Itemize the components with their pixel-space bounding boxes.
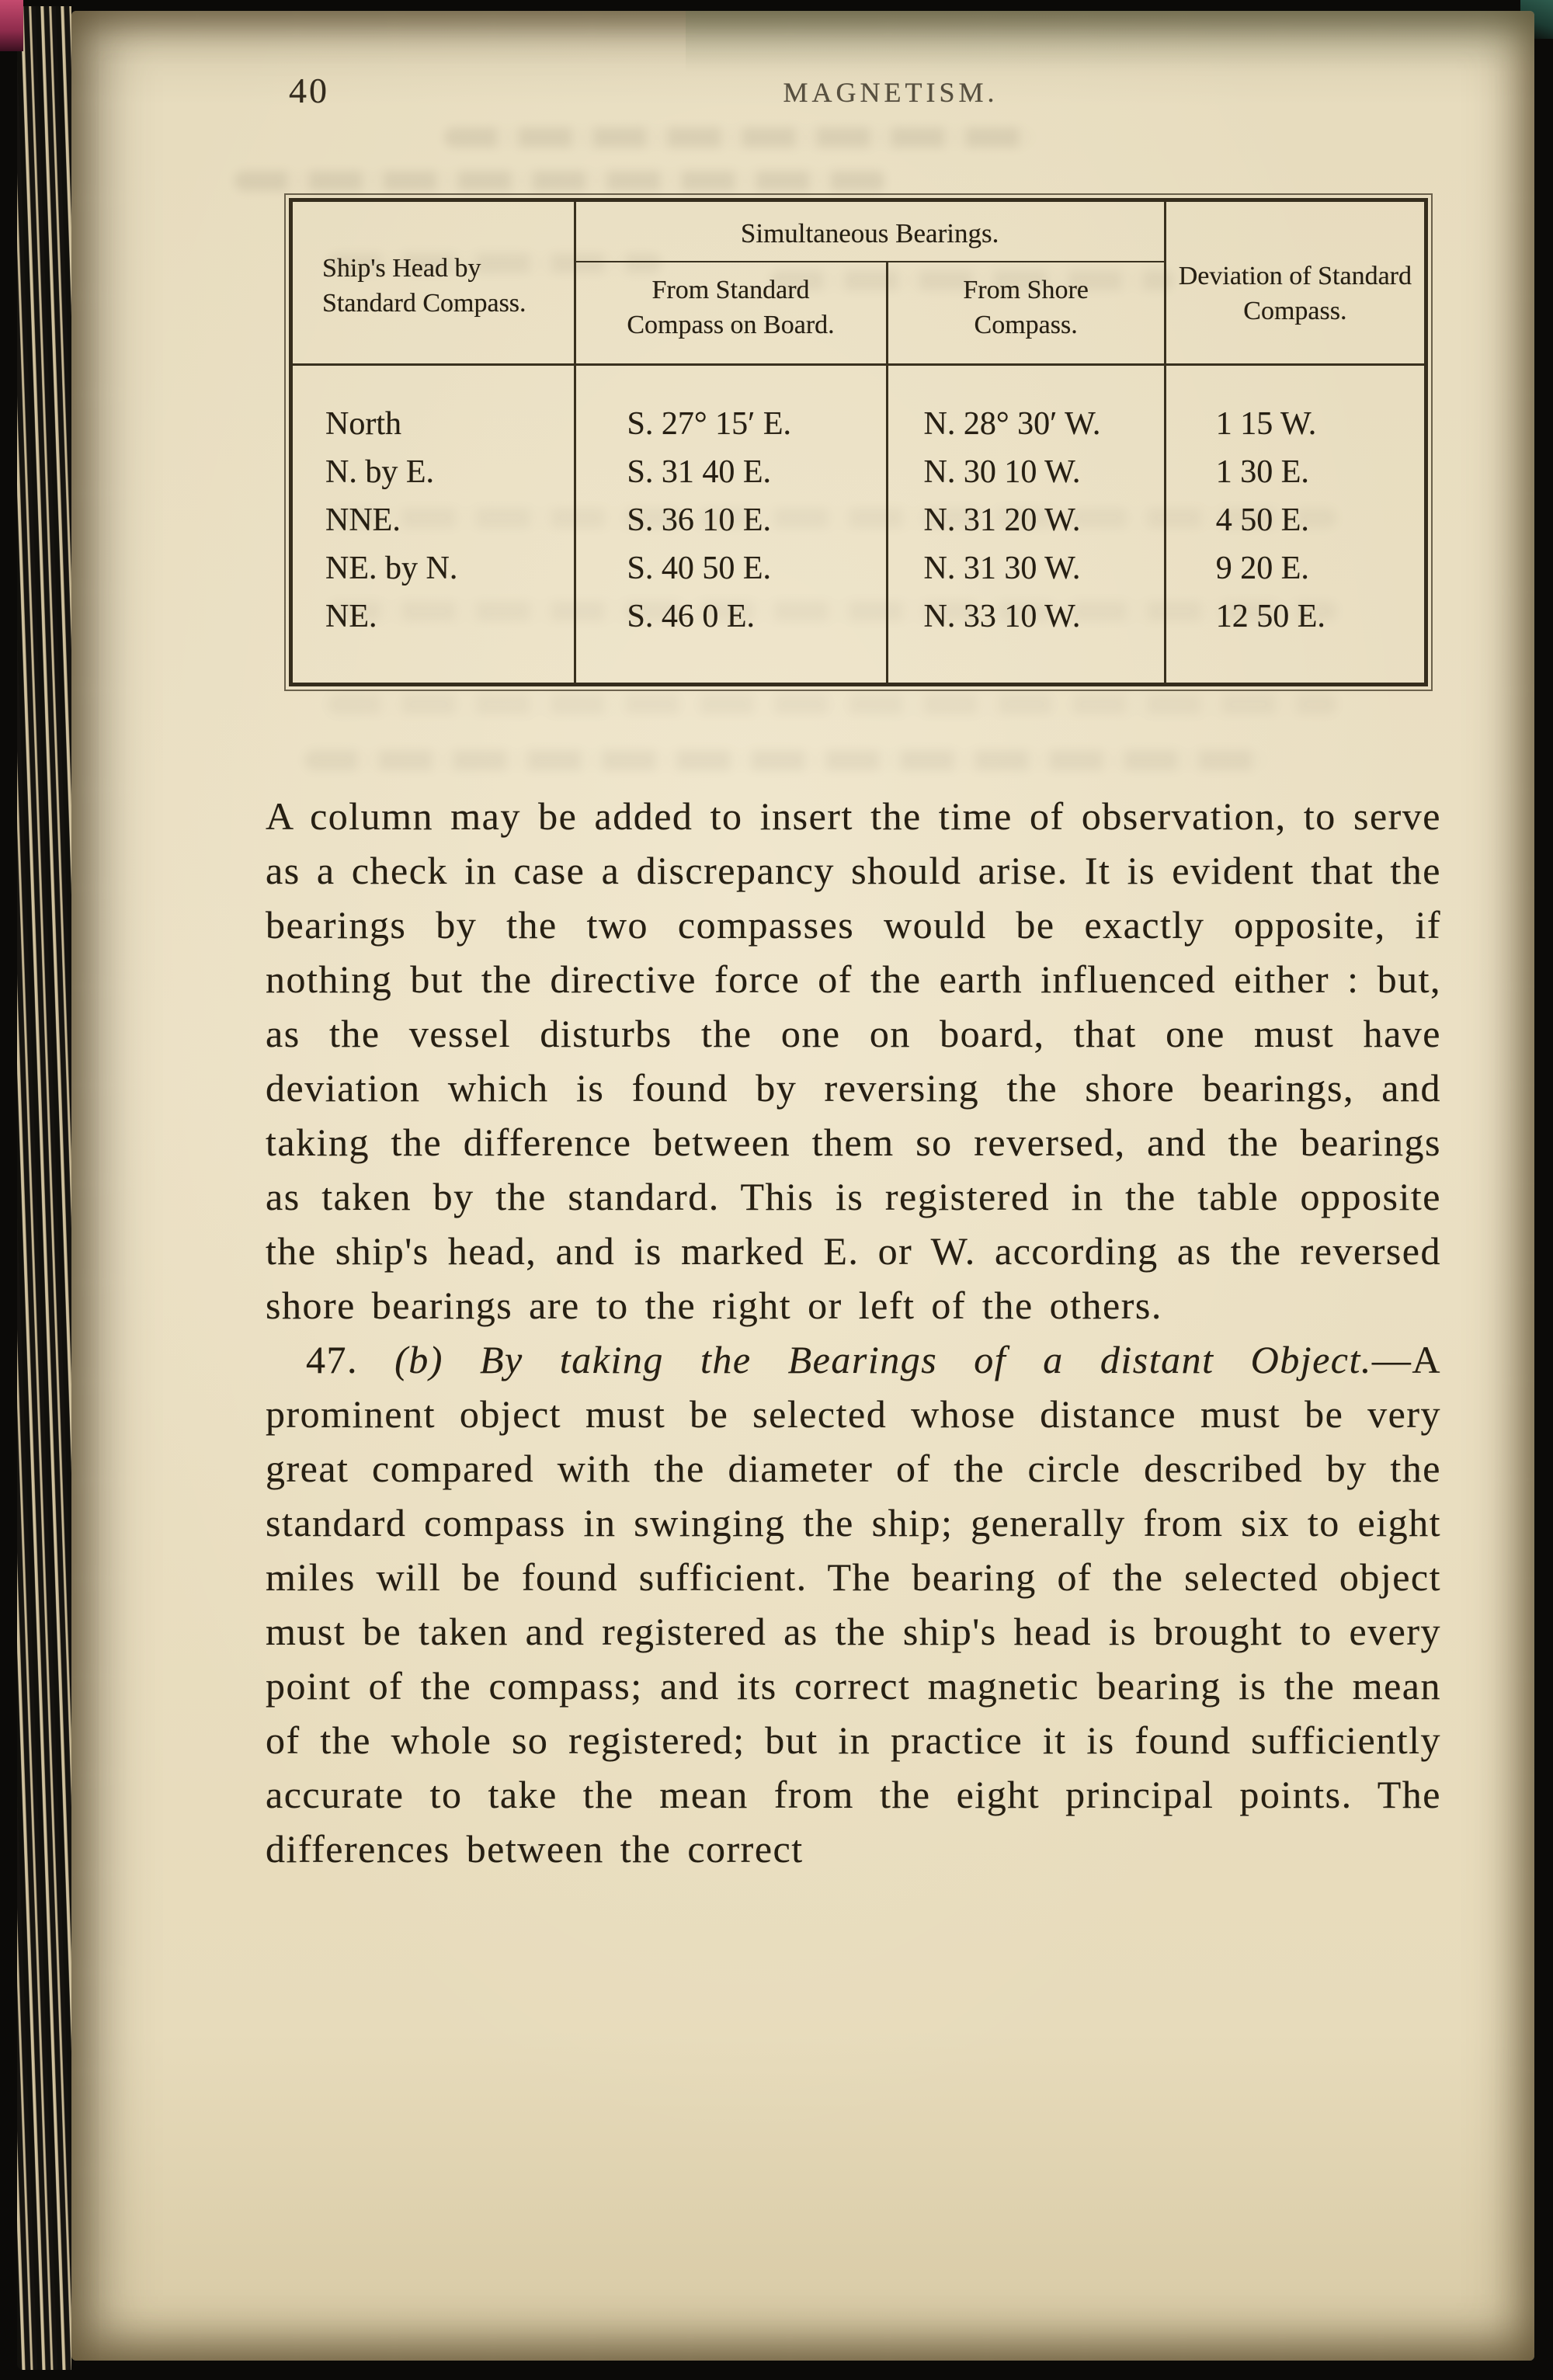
cell-ships-head: NE. bbox=[325, 598, 377, 634]
table-row bbox=[291, 592, 1426, 685]
cell-standard-bearing: S. 40 50 E. bbox=[575, 544, 887, 592]
showthrough-smudge bbox=[235, 171, 887, 191]
cell-ships-head: NNE. bbox=[325, 502, 401, 538]
showthrough-smudge bbox=[328, 694, 1337, 714]
showthrough-smudge bbox=[444, 127, 1034, 148]
cell-deviation: 1 15 W. bbox=[1165, 364, 1426, 448]
paragraph-46-continuation: A column may be added to insert the time of observation, to serve as a check in case a discrepancy should arise. It is evident that the bearings by the two compasses would be exactly opposite, if nothing but the directive force of the earth influenced either : but, as the vessel disturbs the one on board, that one must have deviation which is found by reversing the shore bearings, and taking the difference between them so reversed, and the bearings as taken by the standard. This is registered in the table opposite the ship's head, and is marked E. or W. according as the reversed shore bearings are to the right or left of the others. bbox=[266, 794, 1441, 1327]
cell-deviation: 9 20 E. bbox=[1165, 544, 1426, 592]
body-text bbox=[266, 789, 1441, 1876]
cell-deviation: 1 30 E. bbox=[1165, 448, 1426, 496]
book-cover-edge bbox=[0, 0, 23, 51]
cell-shore-bearing: N. 31 30 W. bbox=[887, 544, 1165, 592]
section-number: 47. bbox=[306, 1338, 395, 1381]
col-header-deviation: Deviation of Standard Compass. bbox=[1165, 200, 1426, 365]
table-row bbox=[291, 364, 1426, 448]
cell-standard-bearing: S. 27° 15′ E. bbox=[575, 364, 887, 448]
col-header-from-standard: From Standard Compass on Board. bbox=[575, 262, 887, 364]
table-row bbox=[291, 448, 1426, 496]
cell-ships-head: North bbox=[325, 405, 401, 442]
cell-shore-bearing: N. 31 20 W. bbox=[887, 496, 1165, 544]
col-header-ships-head: Ship's Head by Standard Compass. bbox=[291, 200, 575, 365]
scan-tint bbox=[686, 11, 1534, 73]
cell-ships-head: N. by E. bbox=[325, 453, 434, 490]
section-body: —A prominent object must be selected whose distance must be very great compared with the diameter of the circle described by the standard compass in swinging the ship; generally from six to eight miles will be found sufficient. The bearing of the selected object must be taken and registered as the ship's head is brought to every point of the compass; and its correct magnetic bearing is the mean of the whole so registered; but in practice it is found sufficiently accurate to take the mean from the eight principal points. The differences between the correct bbox=[266, 1338, 1442, 1871]
book-spine-page-edges bbox=[17, 6, 71, 2370]
cell-standard-bearing: S. 36 10 E. bbox=[575, 496, 887, 544]
table-header-row bbox=[291, 200, 1426, 262]
table-row bbox=[291, 544, 1426, 592]
cell-shore-bearing: N. 28° 30′ W. bbox=[887, 364, 1165, 448]
table-row bbox=[291, 496, 1426, 544]
bearings-table bbox=[289, 198, 1428, 686]
paragraph-47 bbox=[266, 1332, 1441, 1876]
cell-shore-bearing: N. 30 10 W. bbox=[887, 448, 1165, 496]
cell-standard-bearing: S. 31 40 E. bbox=[575, 448, 887, 496]
table-group-header-simultaneous-bearings: Simultaneous Bearings. bbox=[575, 200, 1165, 262]
cell-ships-head: NE. by N. bbox=[325, 550, 458, 586]
cell-shore-bearing: N. 33 10 W. bbox=[887, 592, 1165, 685]
cell-deviation: 4 50 E. bbox=[1165, 496, 1426, 544]
section-title-italic: (b) By taking the Bearings of a distant Object. bbox=[394, 1338, 1372, 1381]
paper-page bbox=[71, 11, 1534, 2361]
page-number: 40 bbox=[289, 71, 329, 110]
cell-standard-bearing: S. 46 0 E. bbox=[575, 592, 887, 685]
showthrough-smudge bbox=[304, 750, 1267, 770]
running-header: MAGNETISM. bbox=[783, 77, 999, 108]
col-header-from-shore: From Shore Compass. bbox=[887, 262, 1165, 364]
cell-deviation: 12 50 E. bbox=[1165, 592, 1426, 685]
